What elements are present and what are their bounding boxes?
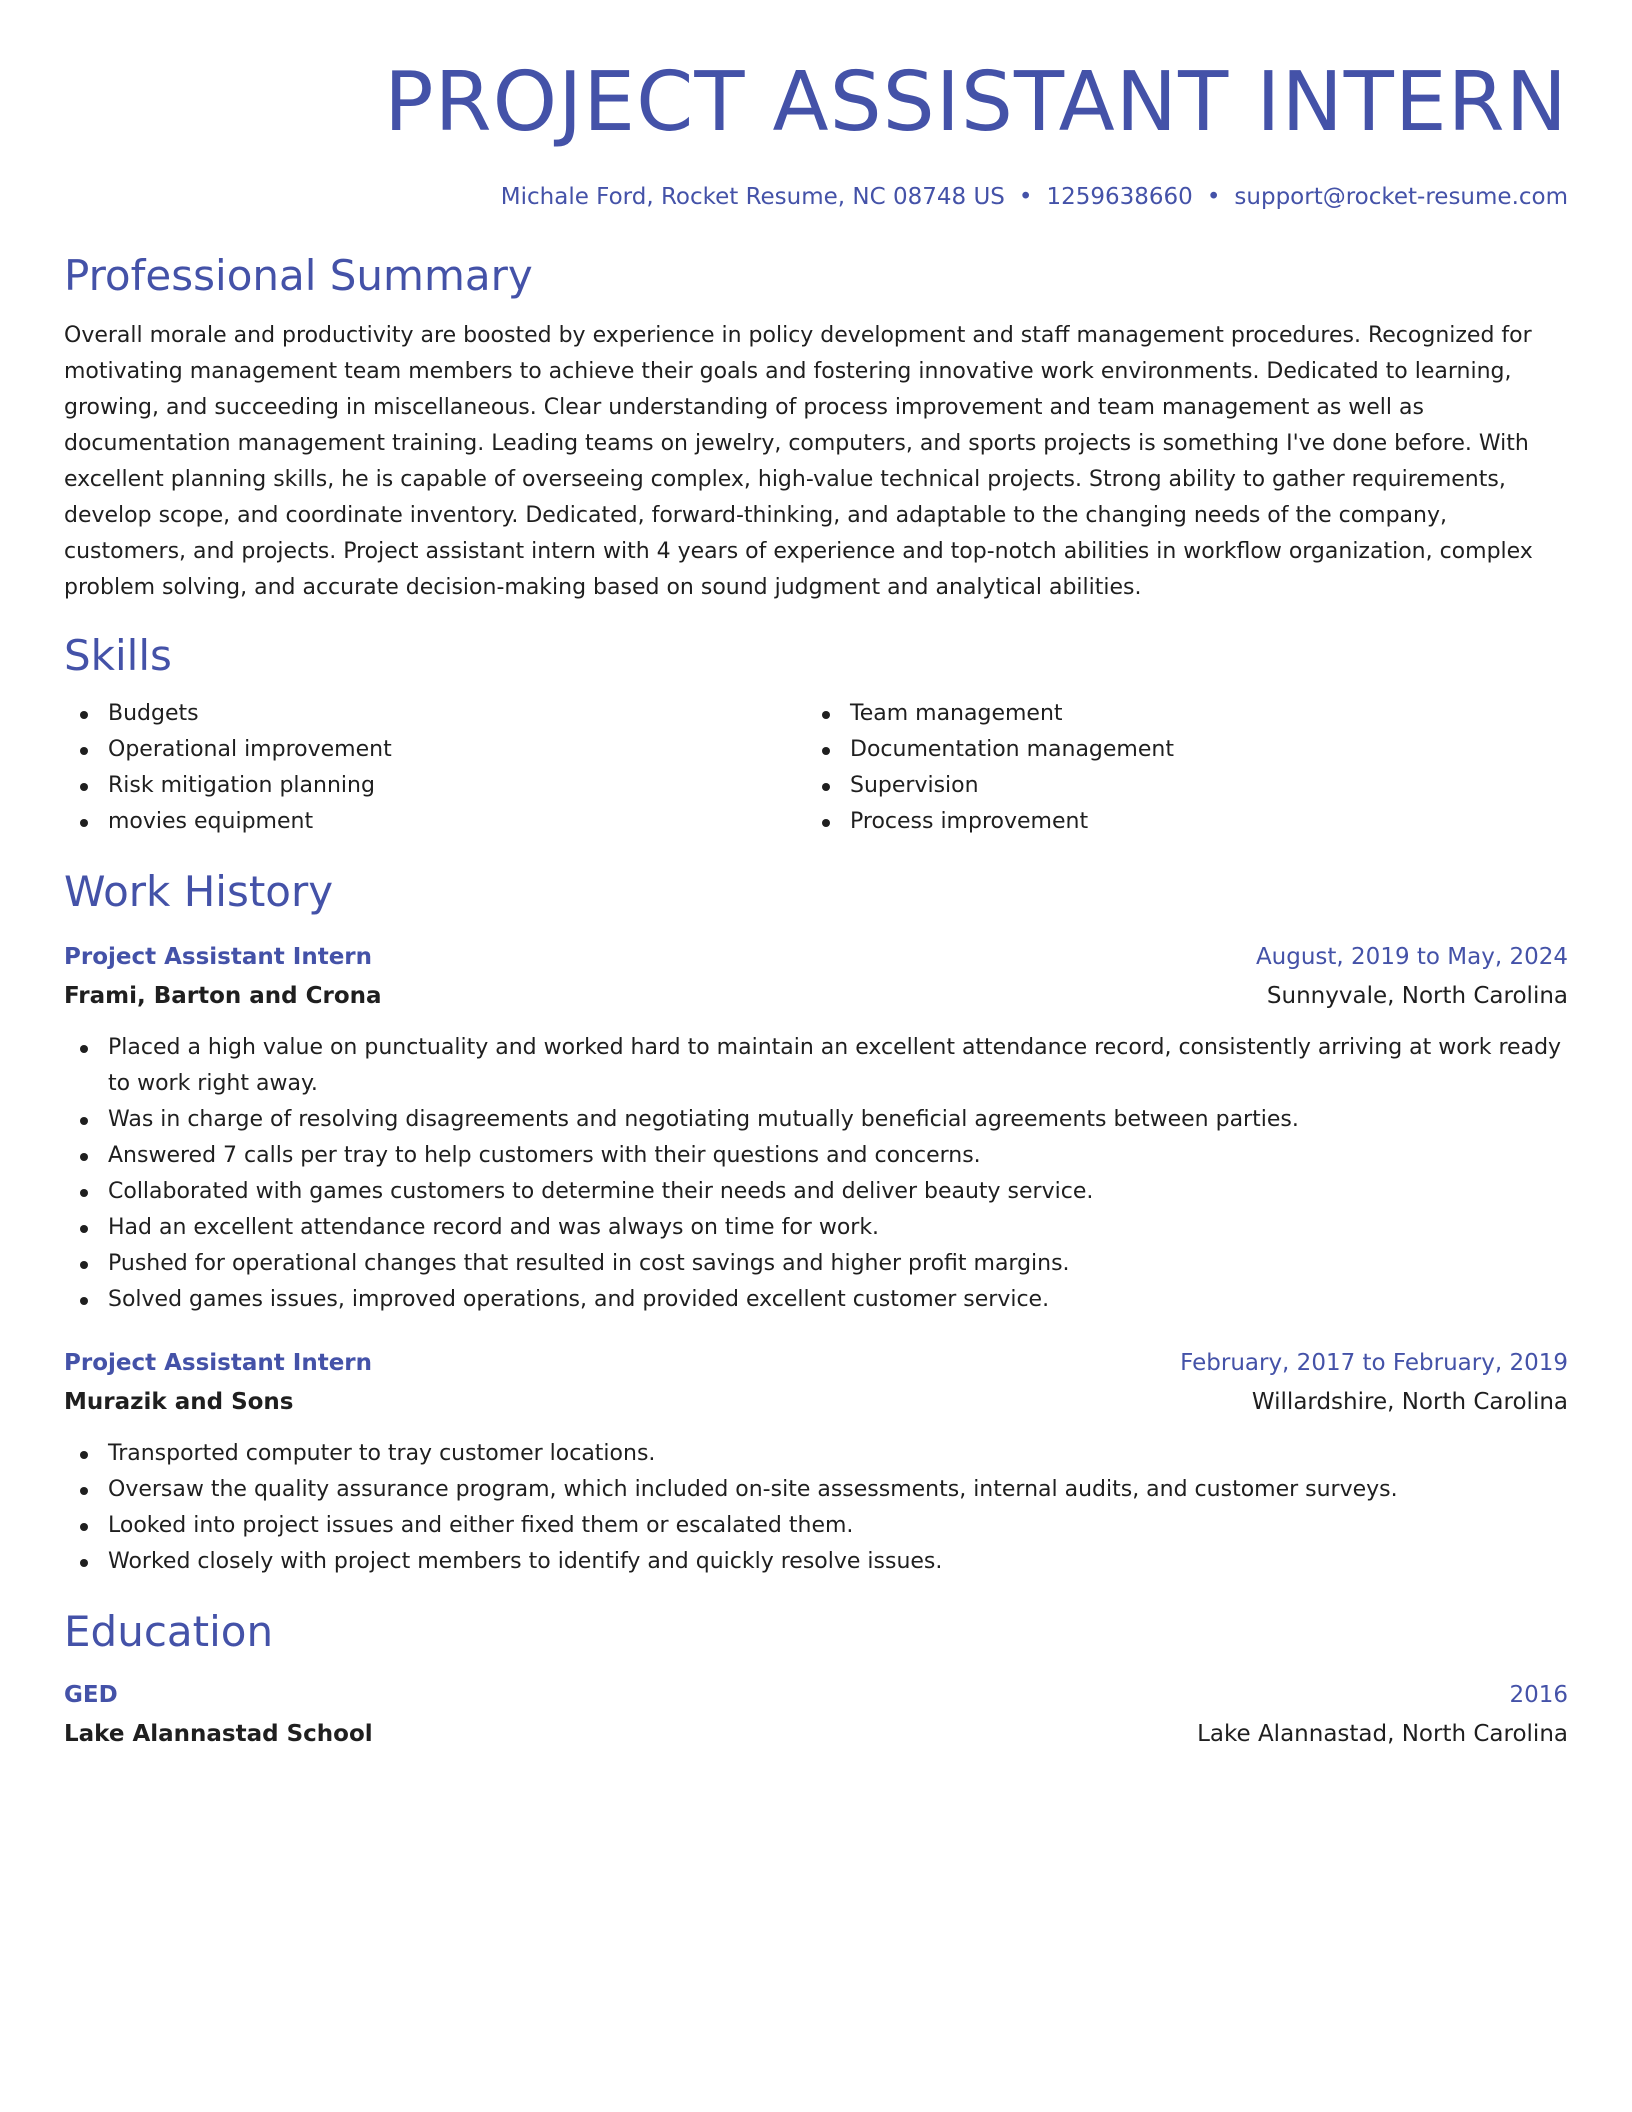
skills-column-right [806,696,1548,840]
section-title-work-history: Work History [64,867,334,916]
education-school: Lake Alannastad School [64,1721,373,1747]
contact-phone: 1259638660 [1046,184,1193,210]
job-dates: February, 2017 to February, 2019 [1180,1350,1568,1376]
job-bullet: Placed a high value on punctuality and worked hard to maintain an excellent attendance record, consistently arriving at work ready to work right away. [64,1030,1568,1102]
job-location: Sunnyvale, North Carolina [1266,983,1568,1009]
skill-item: Documentation management [806,732,1548,768]
job-title: Project Assistant Intern [64,1350,373,1376]
job-header-row [64,1346,1568,1380]
education-degree: GED [64,1682,118,1708]
skill-item: Budgets [64,696,806,732]
section-title-skills: Skills [64,631,172,680]
resume-page [64,0,1568,1752]
education-location: Lake Alannastad, North Carolina [1197,1721,1568,1747]
job-bullet: Had an excellent attendance record and was always on time for work. [64,1210,1568,1246]
contact-separator: • [1206,184,1221,210]
job-bullets [64,1030,1568,1318]
job-company-row [64,1380,1568,1420]
job-location: Willardshire, North Carolina [1251,1389,1568,1415]
job-company: Murazik and Sons [64,1389,294,1415]
job-bullet: Pushed for operational changes that resulted in cost savings and higher profit margins. [64,1246,1568,1282]
contact-email[interactable]: support@rocket-resume.com [1234,184,1568,210]
job-title: Project Assistant Intern [64,944,373,970]
skills-column-left [64,696,806,840]
contact-separator: • [1018,184,1033,210]
summary-text: Overall morale and productivity are boosted by experience in policy development and staff management procedures. Recognized for motivating management team members to achieve their goals and fostering innovative work environments. Dedicated to learning, growing, and succeeding in miscellaneous. Clear understanding of process improvement and team management as well as documentation management training. Leading teams on jewelry, computers, and sports projects is something I've done before. With excellent planning skills, he is capable of overseeing complex, high-value technical projects. Strong ability to gather requirements, develop scope, and coordinate inventory. Dedicated, forward-thinking, and adaptable to the changing needs of the company, customers, and projects. Project assistant intern with 4 years of experience and top-notch abilities in workflow organization, complex problem solving, and accurate decision-making based on sound judgment and analytical abilities. [64,323,1533,600]
job-bullet: Looked into project issues and either fixed them or escalated them. [64,1508,1568,1544]
job-bullet: Solved games issues, improved operations, and provided excellent customer service. [64,1282,1568,1318]
resume-name-title: PROJECT ASSISTANT INTERN [384,55,1568,150]
job-entry [64,940,1568,1318]
education-school-row [64,1712,1568,1752]
education-year: 2016 [1509,1682,1568,1708]
job-company: Frami, Barton and Crona [64,983,382,1009]
job-company-row [64,974,1568,1014]
job-bullet: Was in charge of resolving disagreements and negotiating mutually beneficial agreements between parties. [64,1102,1568,1138]
contact-line [64,182,1568,212]
contact-address: Michale Ford, Rocket Resume, NC 08748 US [500,184,1005,210]
skill-item: Process improvement [806,804,1548,840]
job-bullet: Transported computer to tray customer locations. [64,1436,1568,1472]
skills-grid [64,696,1568,840]
job-bullet: Oversaw the quality assurance program, which included on-site assessments, internal audits, and customer surveys. [64,1472,1568,1508]
job-header-row [64,940,1568,974]
job-bullet: Collaborated with games customers to determine their needs and deliver beauty service. [64,1174,1568,1210]
section-title-education: Education [64,1607,274,1656]
job-dates: August, 2019 to May, 2024 [1255,944,1568,970]
skill-item: Risk mitigation planning [64,768,806,804]
job-bullet: Worked closely with project members to identify and quickly resolve issues. [64,1544,1568,1580]
job-entry [64,1346,1568,1580]
skill-item: Team management [806,696,1548,732]
skill-item: Operational improvement [64,732,806,768]
skill-item: movies equipment [64,804,806,840]
skill-item: Supervision [806,768,1548,804]
job-bullet: Answered 7 calls per tray to help customers with their questions and concerns. [64,1138,1568,1174]
job-bullets [64,1436,1568,1580]
section-title-summary: Professional Summary [64,251,533,300]
education-entry [64,1678,1568,1752]
education-header-row [64,1678,1568,1712]
